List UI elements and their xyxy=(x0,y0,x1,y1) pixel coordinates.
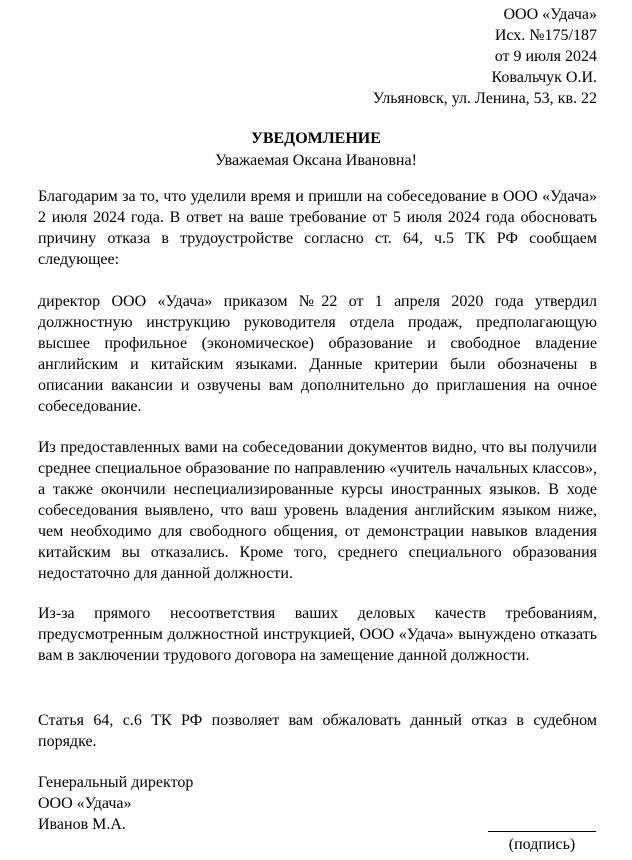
greeting: Уважаемая Оксана Ивановна! xyxy=(215,152,417,169)
letter-header xyxy=(373,4,597,109)
signatory-name: Иванов М.А. xyxy=(38,816,126,833)
paragraph-appeal: Статья 64, с.6 ТК РФ позволяет вам обжаловать данный отказ в судебном порядке. xyxy=(38,712,597,750)
signatory-position: Генеральный директор xyxy=(38,774,194,791)
header-company: ООО «Удача» xyxy=(503,6,597,23)
signature-block xyxy=(38,772,193,835)
header-date: от 9 июля 2024 xyxy=(494,48,597,65)
paragraph-requirements: директор ООО «Удача» приказом №22 от 1 апреля 2020 года утвердил должностную инструкцию руководителя отдела продаж, предполагающую высшее профильное (экономическое) образование и свободное владение английским и китайским языками. Данные критерии были обозначены в описании вакансии и озвучены вам дополнительно до приглашения на очное собеседование. xyxy=(38,293,597,415)
signature-line xyxy=(488,831,596,832)
header-address: Ульяновск, ул. Ленина, 53, кв. 22 xyxy=(372,90,597,107)
signatory-company: ООО «Удача» xyxy=(38,795,132,812)
paragraph-intro: Благодарим за то, что уделили время и пришли на собеседование в ООО «Удача» 2 июля 2024 года. В ответ на ваше требование от 5 июля 2024 года обосновать причину отказа в трудоустройстве согласно ст. 64, ч.5 ТК РФ сообщаем следующее: xyxy=(38,188,597,268)
paragraph-findings: Из предоставленных вами на собеседовании документов видно, что вы получили среднее специальное образование по направлению «учитель начальных классов», а также окончили неспециализированные курсы иностранных языков. В ходе собеседования выявлено, что ваш уровень владения английским языком ниже, чем необходимо для свободного общения, от демонстрации навыков владения китайским вы отказались. Кроме того, среднего специального образования недостаточно для данной должности. xyxy=(38,439,597,582)
paragraph-decision: Из-за прямого несоответствия ваших деловых качеств требованиям, предусмотренным должностной инструкцией, ООО «Удача» вынуждено отказать вам в заключении трудового договора на замещение данной должности. xyxy=(38,605,597,664)
header-recipient: Ковальчук О.И. xyxy=(491,69,597,86)
document-title: УВЕДОМЛЕНИЕ xyxy=(251,130,381,147)
signature-caption: (подпись) xyxy=(508,836,576,853)
header-outgoing-number: Исх. №175/187 xyxy=(494,27,597,44)
